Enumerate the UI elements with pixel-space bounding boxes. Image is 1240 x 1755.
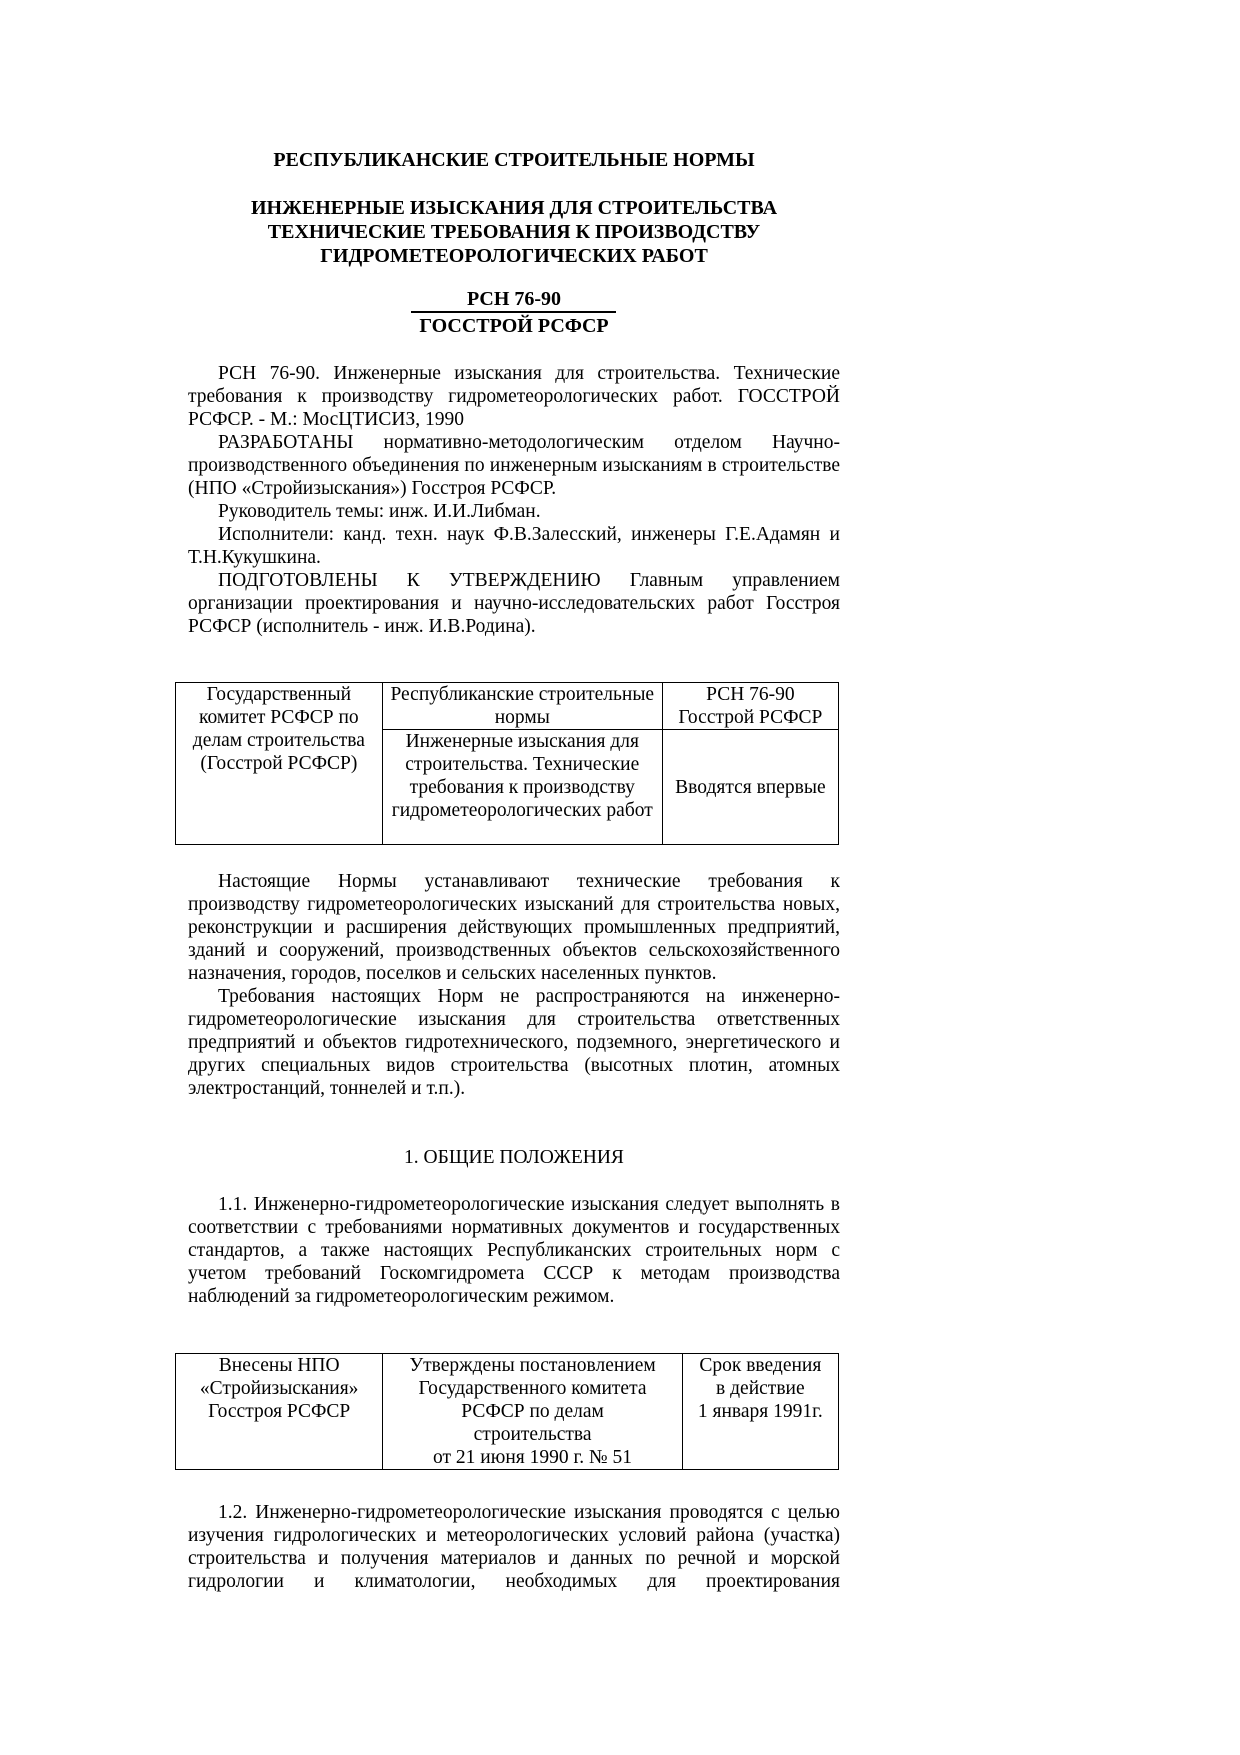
submitted-line: «Стройизыскания»	[199, 1378, 359, 1399]
intro-paragraph: Исполнители: канд. техн. наук Ф.В.Залесский, инженеры Г.Е.Адамян и Т.Н.Кукушкина.	[188, 524, 840, 568]
effective-line: Срок введения	[699, 1355, 822, 1376]
committee-cell: Государственный комитет РСФСР по делам строительства (Госстрой РСФСР)	[176, 683, 383, 845]
effective-line: 1 января 1991г.	[697, 1401, 823, 1422]
code-cell: РСН 76-90 Госстрой РСФСР	[662, 683, 838, 730]
document-title: РЕСПУБЛИКАНСКИЕ СТРОИТЕЛЬНЫЕ НОРМЫ	[273, 149, 755, 171]
document-code: РСН 76-90	[466, 288, 562, 310]
scope-block	[188, 870, 840, 1100]
clause-1-2-block	[188, 1501, 840, 1593]
approved-line: от 21 июня 1990 г. № 51	[433, 1447, 632, 1468]
code-underline	[411, 311, 616, 313]
document-subtitle	[188, 196, 840, 268]
approved-line: РСФСР по делам	[461, 1401, 604, 1422]
submitted-cell	[176, 1354, 383, 1470]
clause-1-1: 1.1. Инженерно-гидрометеорологические изыскания следует выполнять в соответствии с требованиями нормативных документов и государственных стандартов, а также настоящих Республиканских строительных норм с учетом требований Госкомгидромета СССР к методам производства наблюдений за гидрометеорологическим режимом.	[188, 1194, 840, 1307]
subtitle-line: ГИДРОМЕТЕОРОЛОГИЧЕСКИХ РАБОТ	[320, 245, 708, 267]
intro-paragraph: РСН 76-90. Инженерные изыскания для строительства. Технические требования к производству гидрометеорологических работ. ГОССТРОЙ РСФСР. - М.: МосЦТИСИЗ, 1990	[188, 363, 840, 430]
subtitle-line: ТЕХНИЧЕСКИЕ ТРЕБОВАНИЯ К ПРОИЗВОДСТВУ	[267, 221, 761, 243]
norms-title-cell: Инженерные изыскания для строительства. Технические требования к производству гидрометеорологических работ	[382, 730, 662, 845]
clause-1-2: 1.2. Инженерно-гидрометеорологические изыскания проводятся с целью изучения гидрологических и метеорологических условий района (участка) строительства и получения материалов и данных по речной и морской гидрологии и климатологии, необходимых для проектирования	[188, 1502, 840, 1592]
approved-line: Утверждены постановлением	[409, 1355, 656, 1376]
submitted-line: Внесены НПО	[218, 1355, 340, 1376]
effective-line: в действие	[716, 1378, 805, 1399]
document-authority: ГОССТРОЙ РСФСР	[419, 315, 609, 337]
intro-paragraph: Руководитель темы: инж. И.И.Либман.	[218, 501, 541, 522]
approved-cell	[383, 1354, 682, 1470]
submitted-line: Госстроя РСФСР	[208, 1401, 351, 1422]
clause-1-1-block	[188, 1193, 840, 1308]
approved-line: строительства	[473, 1424, 592, 1445]
status-cell: Вводятся впервые	[662, 730, 838, 845]
section-heading: 1. ОБЩИЕ ПОЛОЖЕНИЯ	[404, 1147, 624, 1168]
header-info-table	[175, 682, 839, 845]
intro-paragraph: РАЗРАБОТАНЫ нормативно-методологическим отделом Научно-производственного объединения по инженерным изысканиям в строительстве (НПО «Стройизыскания») Госстроя РСФСР.	[188, 432, 840, 499]
subtitle-line: ИНЖЕНЕРНЫЕ ИЗЫСКАНИЯ ДЛЯ СТРОИТЕЛЬСТВА	[250, 197, 778, 219]
intro-paragraph: ПОДГОТОВЛЕНЫ К УТВЕРЖДЕНИЮ Главным управлением организации проектирования и научно-исследовательских работ Госстроя РСФСР (исполнитель - инж. И.В.Родина).	[188, 570, 840, 637]
intro-block	[188, 362, 840, 638]
norms-type-cell: Республиканские строительные нормы	[382, 683, 662, 730]
effective-cell	[682, 1354, 838, 1470]
approved-line: Государственного комитета	[418, 1378, 647, 1399]
approval-table	[175, 1353, 839, 1470]
scope-paragraph: Требования настоящих Норм не распространяются на инженерно-гидрометеорологические изыскания для строительства ответственных предприятий и объектов гидротехнического, подземного, энергетического и других специальных видов строительства (высотных плотин, атомных электростанций, тоннелей и т.п.).	[188, 986, 840, 1099]
scope-paragraph: Настоящие Нормы устанавливают технические требования к производству гидрометеорологических изысканий для строительства новых, реконструкции и расширения действующих промышленных предприятий, зданий и сооружений, производственных объектов сельскохозяйственного назначения, городов, поселков и сельских населенных пунктов.	[188, 871, 840, 984]
